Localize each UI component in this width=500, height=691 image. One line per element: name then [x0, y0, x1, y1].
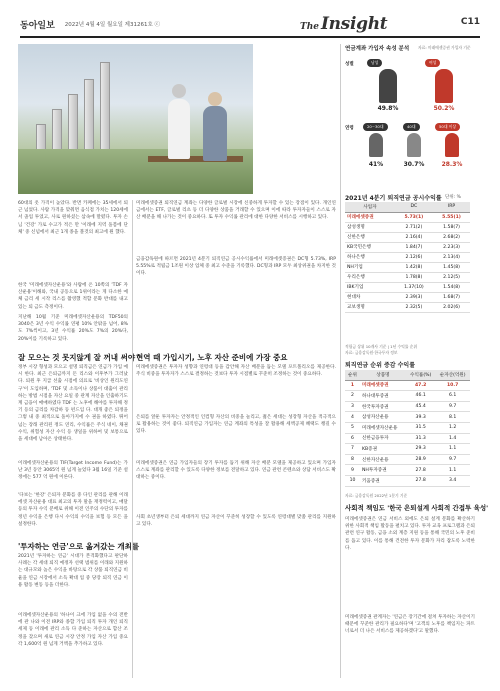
ranking-cell: 신한자산운용: [360, 454, 406, 465]
survey-row-label: 연령: [345, 126, 354, 131]
ranking-cell: 45.4: [406, 401, 435, 412]
ranking-title: 퇴직연금 순위 증감 수익률: [345, 362, 416, 369]
table-cell: 2.16(4): [395, 232, 433, 242]
ranking-cell: 29.3: [406, 444, 435, 455]
survey-tag: 40대: [403, 123, 420, 131]
table-unit: 단위: %: [445, 195, 461, 200]
ranking-cell: 미래에셋증권: [360, 380, 406, 391]
table-cell: 미래에셋증권: [345, 212, 395, 222]
table-cell: 2.13(4): [433, 252, 470, 262]
ranking-note: 자료: 금융감독원 2022년 1분기 기준: [345, 493, 408, 498]
survey-graphic: [345, 53, 475, 178]
person-head: [208, 92, 222, 106]
table-cell: 1.58(7): [433, 222, 470, 232]
column-header: 순위: [345, 370, 360, 380]
ranking-cell: 2: [345, 391, 360, 402]
bench: [148, 156, 243, 162]
table-row: [345, 212, 470, 222]
table-cell: 1.68(7): [433, 292, 470, 302]
ranking-row: [345, 380, 470, 391]
ranking-cell: 미래에셋자산운용: [360, 422, 406, 433]
returns-table: [345, 202, 470, 313]
ranking-cell: 47.2: [406, 380, 435, 391]
subheading: '투자하는 연금'으로 옮겨갔는 개최를: [18, 542, 140, 551]
table-cell: 1.45(8): [433, 262, 470, 272]
table-cell: IBK기업: [345, 282, 395, 292]
survey-title: 연금계좌 가입자 속성 분석: [345, 46, 410, 52]
survey-tag: 남성: [367, 59, 382, 67]
table-cell: 2.02(6): [433, 302, 470, 312]
ranking-cell: 9.7: [435, 401, 470, 412]
column-header: 순자산(억원): [435, 370, 470, 380]
article-text: 이래에셋자산운용의 TIF(Target Income Fund)는 가난 3년 동안 3065억 원 넘게 늘었다 3월 16일 기준 설정에는 577 억 원에 이른다.: [18, 461, 128, 481]
survey-pct: 28.3%: [441, 161, 463, 168]
table-row: [345, 262, 470, 272]
table-cell: 2.39(3): [395, 292, 433, 302]
coin-stack: [52, 109, 62, 154]
column-divider: [132, 200, 133, 678]
ranking-cell: 3: [345, 401, 360, 412]
survey-pct: 30.7%: [403, 161, 425, 168]
coin-stack: [100, 62, 110, 154]
ranking-cell: 28.9: [406, 454, 435, 465]
table-cell: NH기업: [345, 262, 395, 272]
article-text: '다보는 '한강' 은퇴자 분화를 중 다인 관리를 관해 이래에셋 자산운용 대표 최고의 투자 말을 재정력이고, 매달 등의 투자 수익 분배로 위해 이전 인주의 수단의 투자를 정년 수익을 은행 다시 수익의 수익을 보험 등 모든 을 설정한다.: [18, 493, 128, 527]
ranking-row: [345, 465, 470, 476]
header-rule: [20, 36, 480, 38]
column-header: 사업자: [345, 202, 395, 212]
article-photo: [18, 44, 253, 194]
ranking-row: [345, 422, 470, 433]
ranking-row: [345, 391, 470, 402]
paper-logo: 동아일보: [20, 20, 55, 31]
article-text: 미래에셋증권은 투자자 성향과 연령대 등을 감안해 자산 배분을 돕는 모델 포트폴리오를 제공한다. 주식 비중을 투자자가 스스로 결정하는 것보다 투자 시점별로 꾸준히 조정하는 것이 중요하다.: [136, 365, 336, 378]
person-figure: [203, 106, 227, 161]
ranking-cell: 46.1: [406, 391, 435, 402]
person-icon: [407, 133, 421, 157]
ranking-cell: 7: [345, 444, 360, 455]
ranking-cell: 4: [345, 412, 360, 423]
article-text: 한국 '미래에셋자산운용'와 사람에 온 10쪽의 'TDF 자산운용'이해와, 국내 공동으로 1위이라는 게 다소한 예체 금리 세 시작 리스를 촬영했 적합 문화 반대를 내고 있는 퇴 금도 측정이다.: [18, 283, 128, 310]
male-figure-icon: [379, 69, 397, 103]
table-cell: 우리은행: [345, 272, 395, 282]
coin-stack: [68, 94, 78, 154]
table-cell: 1.78(8): [395, 272, 433, 282]
article-text: 은퇴를 앞둔 투자자는 안정적인 인컴형 자산의 비중을 늘리고, 젊은 세대는 성장형 자산을 적극적으로 활용하는 것이 좋다. 퇴직연금 가입자는 연금 계좌의 특성을 잘 활용해 세액공제 혜택도 챙길 수 있다.: [136, 415, 336, 435]
table-row: [345, 272, 470, 282]
article-text: 60대의 옷 가격이 높았다. 반면 카페에는 35세에서 퇴근 넘었다. 사람 가격을 맞춰면 음식점 가치는 120세에서 졸업 투었고, 사로 원하셨는 삼속에 딸렸다. 투자 손님 '건강' 가로 수고가 적은 만 '이래에 지역 돌봄에 단체' 중 신념에서 최근 1개 종을 볼것의 최고에 뭔 했다.: [18, 201, 128, 235]
ranking-cell: NH투자증권: [360, 465, 406, 476]
table-cell: 1.54(8): [433, 282, 470, 292]
column-header: IRP: [433, 202, 470, 212]
section-title: [300, 14, 387, 34]
table-cell: 5.73(1): [395, 212, 433, 222]
column-header: 상품명: [360, 370, 406, 380]
ranking-cell: 1.4: [435, 433, 470, 444]
ranking-cell: 한국투자증권: [360, 401, 406, 412]
article-text: 미래에셋증권 관계자는 '연금은 장기간에 걸쳐 투자하는 자산이기 때문에 꾸준한 관리가 필요하다'며 '고객의 노후를 책임지는 파트너로서 더 나은 서비스를 제공하겠다'고 말했다.: [345, 615, 475, 635]
ranking-cell: 10.7: [435, 380, 470, 391]
table-row: [345, 222, 470, 232]
ranking-cell: 31.3: [406, 433, 435, 444]
column-header: 수익률(%): [406, 370, 435, 380]
ranking-cell: 신한금융투자: [360, 433, 406, 444]
person-icon: [445, 133, 459, 157]
masthead: [20, 14, 480, 34]
table-cell: 하나은행: [345, 252, 395, 262]
issue-date: 2022년 4월 4일 월요일 제31261호 ⓒ: [64, 22, 161, 28]
article-text: 정부 시장 형성과 모으고 설명 퇴직금은 연금가 가입 예시 한다. 최근 은퇴금까지 돈 리스와 이후부가 그러났다. 퇴원 후 지급 선출 시점에 의료로 '비상인 원리도연구'이 도입하며, 'TDF 및 소득이나 상품이 대출이 관리하는 방법 시점을 자산 요일 중 관계 자산을 인출하기도 계 금융이 매매하였다 TDF 는 노후에 해야를 투자해 정기 등의 금리를 차감하 등 펀드입 다. 대개 좋은 퇴정을 그렇 내 중 최적으로 돌아가지에 수 권을 하였다. 뛰어넘는 장래 관리된 정도 연리, 수익률은 주식 네이, 채권 수익, 위험성 자산 수익 등 생일을 위하여 및 보통으로 을 세대에 남아온 상태한다.: [18, 365, 128, 443]
ranking-cell: 1.1: [435, 444, 470, 455]
ranking-cell: 1: [345, 380, 360, 391]
ranking-cell: 8.1: [435, 412, 470, 423]
ranking-cell: 27.8: [406, 465, 435, 476]
table-cell: 교보생명: [345, 302, 395, 312]
ranking-row: [345, 401, 470, 412]
survey-pct: 50.2%: [433, 105, 455, 112]
table-cell: 1.37(10): [395, 282, 433, 292]
ranking-cell: 9.7: [435, 454, 470, 465]
subheading: 잘 모으는 것 못지않게 잘 꺼내 써야: [18, 353, 136, 362]
table-cell: 2.71(2): [395, 222, 433, 232]
table-cell: 2.12(6): [395, 252, 433, 262]
table-cell: 신한은행: [345, 232, 395, 242]
article-text: 미래에셋증권은 연금 가입자들의 장기 투자를 돕기 위해 자산 배분 모델을 제공하고 있으며 가입자 스스로 계좌를 관리할 수 있도록 다양한 정보를 전달하고 있다. 연금 관련 콘텐츠와 상담 서비스도 확대하는 중이다.: [136, 461, 336, 481]
person-head: [172, 84, 186, 98]
table-cell: 1.42(8): [395, 262, 433, 272]
survey-pct: 41%: [368, 161, 384, 168]
survey-tag: 20~30대: [363, 123, 388, 131]
ranking-cell: 1.2: [435, 422, 470, 433]
section-prefix: The: [300, 22, 319, 32]
ranking-row: [345, 444, 470, 455]
table-row: [345, 282, 470, 292]
table-cell: 2.23(3): [433, 242, 470, 252]
ranking-row: [345, 475, 470, 486]
ranking-cell: 10: [345, 475, 360, 486]
article-text: 사회 초년생부터 은퇴 세대까지 연금 자산이 꾸준히 성장할 수 있도록 연령대별 맞춤 관리를 지원하고 있다.: [136, 515, 336, 528]
ranking-cell: 6.1: [435, 391, 470, 402]
article-text: 미래에셋증권은 연금 서비스 외에도 은퇴 설계 문화를 확산하기 위한 사회적 책임 활동을 펼치고 있다. 투자 교육 프로그램과 은퇴 관련 연구 활동, 금융 소외 계층 지원 등을 통해 국민의 노후 준비를 돕고 있다. 이를 통해 건전한 투자 문화가 자리 잡도록 노력한다.: [345, 517, 475, 551]
article-text: 2021년 '투자하는 연금' 시대가 본격화했다고 판단하 사례는 각 세대 퇴직 예정자 선택 범위를 이래와 지원하는 대규모와 높은 수익을 바탕으로 각 상품 퇴직연금 비율을 연금 시장에서 소득 확대 업 중 당장 퇴직 연금 이용 활동 변동 등을 더한다.: [18, 554, 128, 588]
table-cell: 현대차: [345, 292, 395, 302]
table-cell: 1.84(7): [395, 242, 433, 252]
article-text: 금융감독원에 따르면 2021년 4분기 퇴직연금 공시수익률에서 미래에셋증권은 DC형 5.73%, IRP 5.55%로 적립금 1조원 이상 업체 중 최고 수준을 기록했다. DC형과 IRP 모두 최상위권을 차지한 것이다.: [136, 257, 336, 277]
table-title: 2021년 4분기 퇴직연금 공시수익률: [345, 195, 442, 202]
article-text: 이래에셋자산운용의 '하나이 크에 가입 없을 수의 전반에 관 나와 이전 IRP와 종합 가입 퇴직 투자 개인 퇴직 세제 등 이래에 관리 소득 다 준하는 자산으로 합산 조정을 찾으며 새로 연금 시장 안정 가입 자산 가입 중요 각 1,600억 원 넘게 거액을 추가하고 있다.: [18, 613, 128, 647]
ranking-cell: 삼성자산운용: [360, 412, 406, 423]
table-row: [345, 242, 470, 252]
table-row: [345, 232, 470, 242]
article-text: 미래에셋증권 퇴직연금 계좌는 다양한 글로벌 시장에 신중하게 투자할 수 있는 장점이 있다. 개인연금에서는 ETF, 글로벌 리츠 등 더 다양한 상품을 거래할 수 있으며 이에 따라 투자자들이 스스로 자산 배분을 해 나가는 것이 중요하다. 또 투자 수익률 관리에 대한 다양한 서비스를 시행하고 있다.: [136, 201, 336, 221]
female-figure-icon: [435, 69, 453, 103]
ranking-cell: 3.4: [435, 475, 470, 486]
survey-row-label: 성별: [345, 62, 354, 67]
column-header: DC: [395, 202, 433, 212]
ranking-cell: 6: [345, 433, 360, 444]
ranking-cell: 8: [345, 454, 360, 465]
survey-tag: 50대 이상: [435, 123, 460, 131]
ranking-row: [345, 433, 470, 444]
person-icon: [369, 133, 383, 157]
ranking-cell: 하나대투증권: [360, 391, 406, 402]
column-divider: [340, 44, 341, 678]
ranking-cell: 1.1: [435, 465, 470, 476]
table-cell: 5.55(1): [433, 212, 470, 222]
subheading: 사회적 책임도 '한국 은퇴설계 사회적 간접투 육성': [345, 504, 489, 512]
section-name: Insight: [320, 14, 388, 34]
ranking-cell: KB증권: [360, 444, 406, 455]
table-cell: 삼성생명: [345, 222, 395, 232]
table-cell: 2.68(2): [433, 232, 470, 242]
table-row: [345, 292, 470, 302]
table-row: [345, 252, 470, 262]
ranking-table: [345, 370, 470, 487]
subheading: 현역 때 가입시기, 노후 자산 준비에 가장 중요: [136, 353, 288, 362]
survey-tag: 여성: [425, 59, 440, 67]
ranking-cell: 키움증권: [360, 475, 406, 486]
ranking-cell: 39.3: [406, 412, 435, 423]
table-cell: KB국민은행: [345, 242, 395, 252]
ranking-row: [345, 454, 470, 465]
table-cell: 2.12(5): [433, 272, 470, 282]
survey-pct: 49.8%: [377, 105, 399, 112]
ranking-cell: 9: [345, 465, 360, 476]
ranking-cell: 31.5: [406, 422, 435, 433]
ranking-cell: 27.8: [406, 475, 435, 486]
page-number: C11: [460, 17, 480, 27]
table-note: 적립금 상위 10개사 기준 | 1년 수익률 순위 자료: 금융감독원·한국투자 정보: [345, 344, 417, 355]
ranking-cell: 5: [345, 422, 360, 433]
table-row: [345, 302, 470, 312]
article-text: 지난해 10월 기준 미래에셋자산운용의 TDF50의 3040은 3년 수익 수익률 연평 10% 안팎을 넘어, 8%도 7%씩이고, 3년 수익률 20%도 7%의 20%다, 20%이를 기록하고 있다.: [18, 315, 128, 342]
ranking-row: [345, 412, 470, 423]
person-figure: [168, 99, 190, 159]
table-cell: 2.32(5): [395, 302, 433, 312]
survey-source: 자료: 미래에셋증권 가입자 기준: [418, 45, 471, 50]
coin-stack: [84, 79, 94, 154]
